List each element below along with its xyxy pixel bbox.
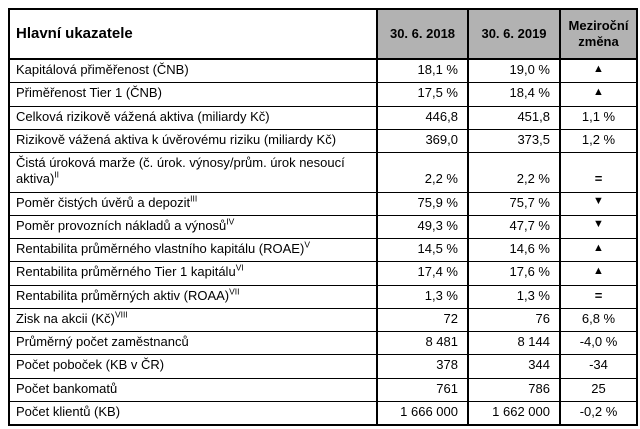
- value-2019: 1,3 %: [468, 285, 560, 308]
- value-2019: 2,2 %: [468, 153, 560, 193]
- header-row: [9, 9, 637, 59]
- value-2018: 18,1 %: [377, 59, 468, 83]
- value-2018: 75,9 %: [377, 192, 468, 215]
- footnote-marker: V: [304, 239, 310, 250]
- table-row: [9, 129, 637, 152]
- value-2018: 17,4 %: [377, 262, 468, 285]
- value-2018: 378: [377, 355, 468, 378]
- change-down-icon: ▼: [560, 192, 637, 215]
- table-row: [9, 378, 637, 401]
- table-row: [9, 401, 637, 425]
- table-row: [9, 355, 637, 378]
- column-header-2018: 30. 6. 2018: [377, 9, 468, 59]
- table-row: [9, 308, 637, 331]
- indicator-label: Počet poboček (KB v ČR): [9, 355, 377, 378]
- value-2019: 344: [468, 355, 560, 378]
- indicator-label: Kapitálová přiměřenost (ČNB): [9, 59, 377, 83]
- footnote-marker: III: [190, 193, 198, 204]
- key-indicators-table: [8, 8, 638, 426]
- indicator-label: Průměrný počet zaměstnanců: [9, 332, 377, 355]
- table-row: [9, 106, 637, 129]
- value-2019: 19,0 %: [468, 59, 560, 83]
- value-2019: 8 144: [468, 332, 560, 355]
- yoy-change-value: -34: [560, 355, 637, 378]
- footnote-marker: IV: [226, 216, 235, 227]
- value-2018: 72: [377, 308, 468, 331]
- yoy-change-value: 25: [560, 378, 637, 401]
- table-row: [9, 239, 637, 262]
- column-header-yoy-change: Meziroční změna: [560, 9, 637, 59]
- indicator-label: Čistá úroková marže (č. úrok. výnosy/prům. úrok nesoucí aktiva)$^{II}$: [9, 153, 377, 193]
- value-2019: 14,6 %: [468, 239, 560, 262]
- value-2019: 18,4 %: [468, 83, 560, 106]
- value-2018: 761: [377, 378, 468, 401]
- value-2018: 8 481: [377, 332, 468, 355]
- value-2019: 17,6 %: [468, 262, 560, 285]
- table-row: [9, 332, 637, 355]
- table-row: [9, 285, 637, 308]
- value-2018: 17,5 %: [377, 83, 468, 106]
- footnote-marker: VI: [235, 262, 244, 273]
- indicator-label: Rentabilita průměrného Tier 1 kapitálu$^{VI}$: [9, 262, 377, 285]
- value-2018: 1 666 000: [377, 401, 468, 425]
- indicator-label: Poměr čistých úvěrů a depozit$^{III}$: [9, 192, 377, 215]
- footnote-marker: VIII: [114, 309, 128, 320]
- yoy-change-value: 6,8 %: [560, 308, 637, 331]
- value-2019: 75,7 %: [468, 192, 560, 215]
- value-2019: 1 662 000: [468, 401, 560, 425]
- indicator-label: Celková rizikově vážená aktiva (miliardy Kč): [9, 106, 377, 129]
- value-2018: 446,8: [377, 106, 468, 129]
- value-2018: 14,5 %: [377, 239, 468, 262]
- footnote-marker: II: [54, 169, 60, 180]
- yoy-change-value: 1,2 %: [560, 129, 637, 152]
- column-header-2019: 30. 6. 2019: [468, 9, 560, 59]
- change-up-icon: ▲: [560, 59, 637, 83]
- indicator-label: Počet klientů (KB): [9, 401, 377, 425]
- change-down-icon: ▼: [560, 215, 637, 238]
- indicator-label: Rentabilita průměrného vlastního kapitálu (ROAE)$^V$: [9, 239, 377, 262]
- yoy-change-value: -0,2 %: [560, 401, 637, 425]
- value-2019: 373,5: [468, 129, 560, 152]
- change-equal-icon: =: [560, 285, 637, 308]
- value-2019: 76: [468, 308, 560, 331]
- indicator-label: Rentabilita průměrných aktiv (ROAA)$^{VII}$: [9, 285, 377, 308]
- indicator-label: Poměr provozních nákladů a výnosů$^{IV}$: [9, 215, 377, 238]
- yoy-change-value: 1,1 %: [560, 106, 637, 129]
- value-2018: 2,2 %: [377, 153, 468, 193]
- change-equal-icon: =: [560, 153, 637, 193]
- table-row: [9, 262, 637, 285]
- change-up-icon: ▲: [560, 83, 637, 106]
- yoy-change-value: -4,0 %: [560, 332, 637, 355]
- table-row: [9, 215, 637, 238]
- value-2019: 786: [468, 378, 560, 401]
- indicator-label: Počet bankomatů: [9, 378, 377, 401]
- indicator-label: Přiměřenost Tier 1 (ČNB): [9, 83, 377, 106]
- indicator-label: Zisk na akcii (Kč)$^{VIII}$: [9, 308, 377, 331]
- change-up-icon: ▲: [560, 239, 637, 262]
- value-2018: 49,3 %: [377, 215, 468, 238]
- table-row: [9, 192, 637, 215]
- table-row: [9, 153, 637, 193]
- table-row: [9, 59, 637, 83]
- value-2019: 47,7 %: [468, 215, 560, 238]
- table-title: Hlavní ukazatele: [9, 9, 377, 59]
- footnote-marker: VII: [229, 286, 240, 297]
- indicator-label: Rizikově vážená aktiva k úvěrovému riziku (miliardy Kč): [9, 129, 377, 152]
- table-row: [9, 83, 637, 106]
- value-2019: 451,8: [468, 106, 560, 129]
- value-2018: 1,3 %: [377, 285, 468, 308]
- value-2018: 369,0: [377, 129, 468, 152]
- change-up-icon: ▲: [560, 262, 637, 285]
